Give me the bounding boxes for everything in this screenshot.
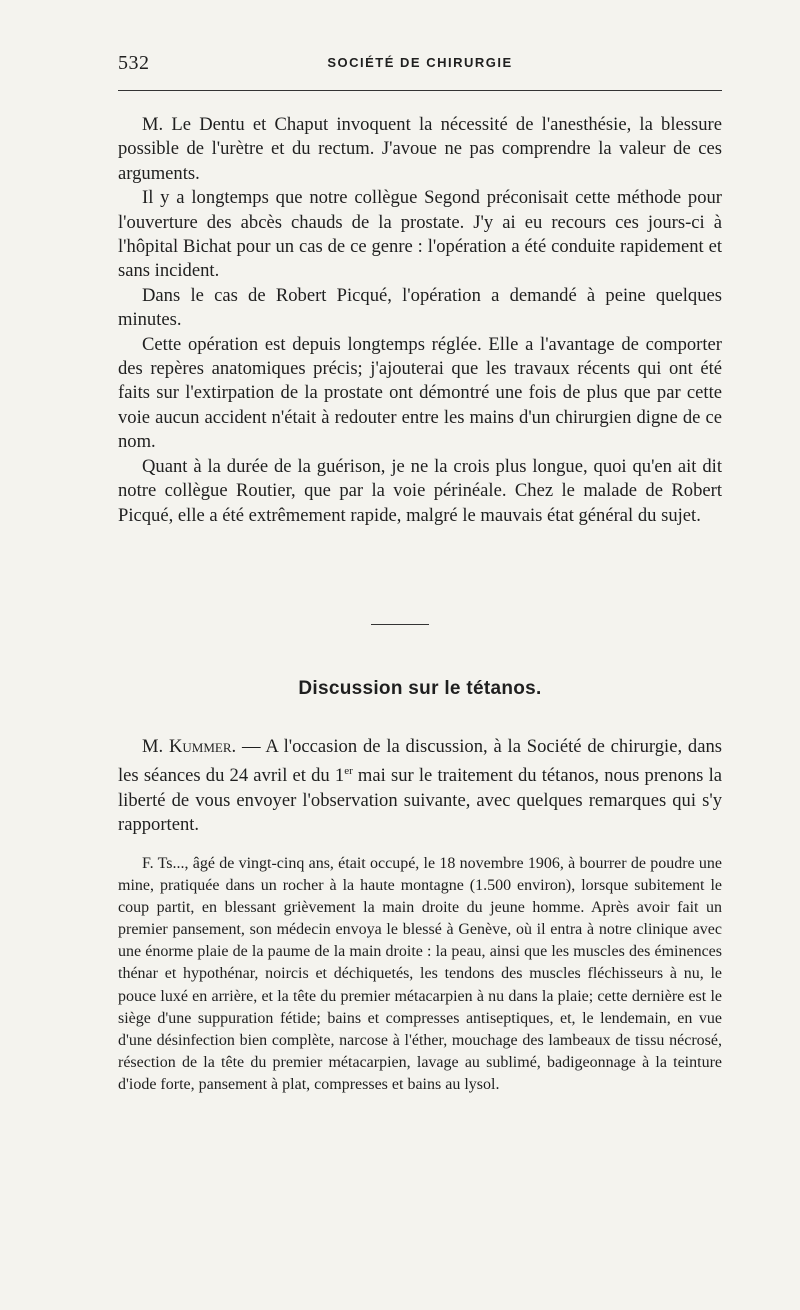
paragraph: Quant à la durée de la guérison, je ne la crois plus longue, quoi qu'en ait dit notre collègue Routier, que par la voie périnéale. Chez le malade de Robert Picqué, elle a été extrêmement rapide, malgré le mauvais état général du sujet.	[118, 455, 722, 526]
section-separator	[371, 624, 429, 625]
paragraph: Dans le cas de Robert Picqué, l'opération a demandé à peine quelques minutes.	[118, 284, 722, 331]
speaker-name: M. Kummer.	[142, 736, 237, 757]
intro-text: — A l'occasion de la discussion, à la Société de chirurgie, dans les séances du 24 avril et du 1	[118, 736, 722, 787]
page-header	[118, 52, 722, 76]
paragraph: M. Le Dentu et Chaput invoquent la nécessité de l'anesthésie, la blessure possible de l'urètre et du rectum. J'avoue ne pas comprendre la valeur de ces arguments.	[118, 114, 722, 184]
observation-paragraph: F. Ts..., âgé de vingt-cinq ans, était occupé, le 18 novembre 1906, à bourrer de poudre une mine, pratiquée dans un rocher à la haute montagne (1.500 environ), lorsque subitement le coup partit, en blessant grièvement la main droite du jeune homme. Après avoir fait un premier pansement, son médecin envoya le blessé à Genève, où il entra à notre clinique avec une énorme plaie de la paume de la main droite : la peau, ainsi que les muscles des éminences thénar et hypothénar, noircis et déchiquetés, les tendons des muscles fléchisseurs à nu, le pouce luxé en arrière, et la tête du premier métacarpien à nu dans la plaie; cette dernière est le siège d'une suppuration fétide; bains et compresses antiseptiques, et, le lendemain, en vue d'une désinfection bien complète, narcose à l'éther, mouchage des lambeaux de tissu nécrosé, résection de la tête du premier métacarpien, lavage au sublimé, badigeonnage à la teinture d'iode forte, pansement à plat, compresses et bains au lysol.	[118, 855, 722, 1093]
paragraph: Cette opération est depuis longtemps réglée. Elle a l'avantage de comporter des repères anatomiques précis; j'ajouterai que les travaux récents qui ont été faits sur l'extirpation de la prostate ont démontré une fois de plus que par cette voie aucun accident n'était à redouter entre les mains d'un chirurgien digne de ce nom.	[118, 333, 722, 453]
running-head: SOCIÉTÉ DE CHIRURGIE	[327, 55, 513, 70]
paragraph: Il y a longtemps que notre collègue Segond préconisait cette méthode pour l'ouverture des abcès chauds de la prostate. J'y ai eu recours ces jours-ci à l'hôpital Bichat pour un cas de ce genre : l'opération a été conduite rapidement et sans incident.	[118, 187, 722, 282]
section-title: Discussion sur le tétanos.	[298, 678, 542, 699]
page-number: 532	[118, 52, 150, 74]
intro-paragraph	[118, 735, 722, 838]
body-text-top	[118, 113, 722, 528]
observation-block	[118, 853, 722, 1096]
ordinal-superscript: er	[344, 765, 353, 778]
intro-text-continued: mai sur le traitement du tétanos, nous prenons la liberté de vous envoyer l'observation suivante, avec quelques remarques qui s'y rapportent.	[118, 765, 723, 836]
section-intro	[118, 735, 722, 838]
header-rule	[118, 90, 722, 91]
